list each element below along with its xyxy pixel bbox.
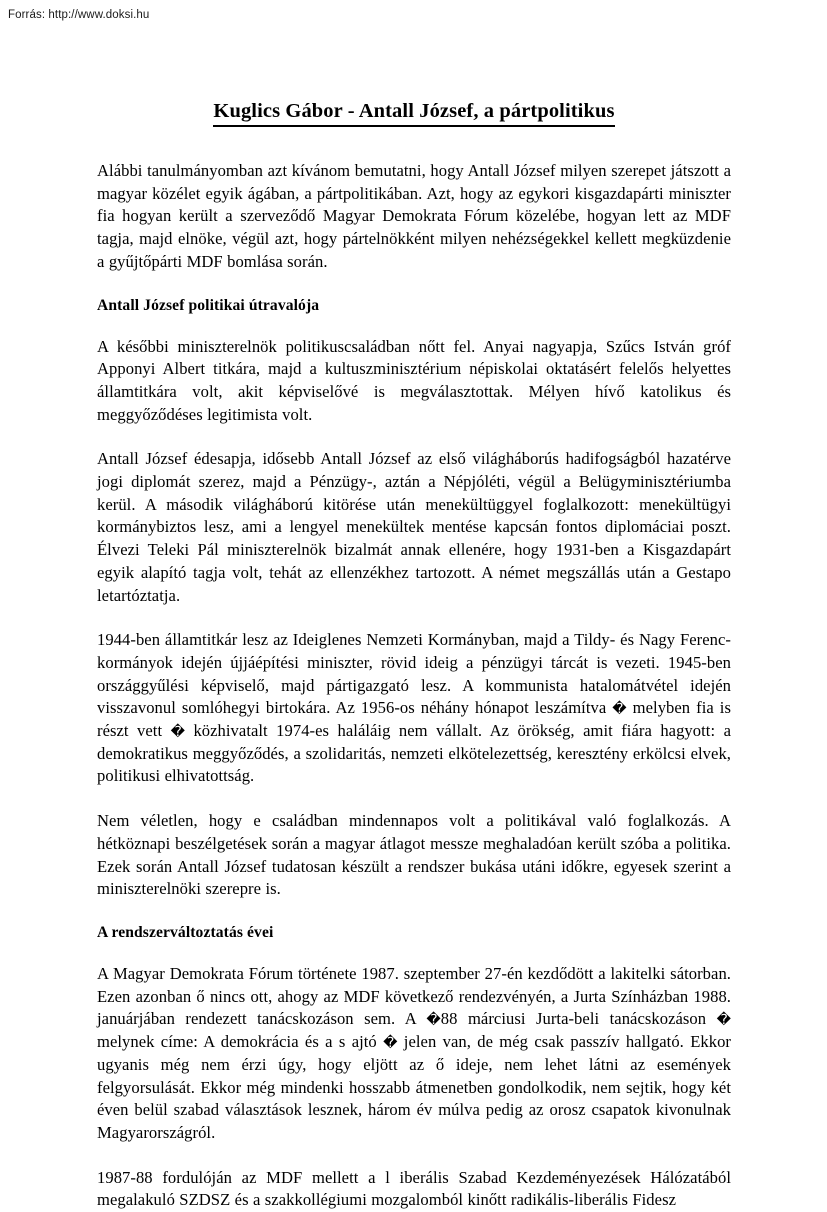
document-page — [97, 0, 731, 1210]
replacement-character-glyph: � — [426, 1012, 441, 1029]
page-title — [97, 98, 731, 127]
paragraph-kesobbi-miniszterelnok: A későbbi miniszterelnök politikuscsaládban nőtt fel. Anyai nagyapja, Szűcs István gróf Apponyi Albert titkára, majd a kultuszminisztérium népiskolai oktatásért felelős helyettes államtitkára volt, akit képviselővé is megválasztottak. Mélyen hívő katolikus és meggyőződéses legitimista volt. — [97, 336, 731, 424]
heading-politikai-utravaloja: Antall József politikai útravalója — [97, 296, 320, 314]
paragraph-1987-88-forduloja: 1987-88 fordulóján az MDF mellett a l iberális Szabad Kezdeményezések Hálózatából megalakuló SZDSZ és a szakkollégiumi mozgalomból kinőtt radikális-liberális Fidesz — [97, 1167, 731, 1210]
heading-rendszervaltoztatas-evei: A rendszerváltoztatás évei — [97, 923, 274, 941]
paragraph-edesapja: Antall József édesapja, idősebb Antall József az első világháborús hadifogságból hazatérve jogi diplomát szerez, majd a Pénzügy-, aztán a Népjóléti, végül a Belügyminisztériumba kerül. A második világháború kitörése után menekültüggyel foglalkozott: menekültügyi kormánybiztos lesz, ami a lengyel menekültek mentése kapcsán fontos diplomáciai poszt. Élvezi Teleki Pál miniszterelnök bizalmát annak ellenére, hogy 1931-ben a Kisgazdapárt egyik alapító tagja volt, tehát az ellenzékhez tartozott. A német megszállás után a Gestapo letartóztatja. — [97, 449, 731, 605]
replacement-character-glyph: � — [170, 724, 185, 741]
document-body — [97, 160, 731, 1212]
replacement-character-glyph: � — [716, 1012, 731, 1029]
paragraph-1944-allamtitkar: 1944-ben államtitkár lesz az Ideiglenes Nemzeti Kormányban, majd a Tildy- és Nagy Ferenc-kormányok idején újjáépítési miniszter, rövid ideig a pénzügyi tárcát is vezeti. 1945-ben országgyűlési képviselő, majd pártigazgató lesz. A kommunista hatalomátvétel idején visszavonul somlóhegyi birtokára. Az 1956-os néhány hónapot leszámítva � melyben fia is részt vett � közhivatalt 1974-es haláláig nem vállalt. Az örökség, amit fiára hagyott: a demokratikus meggyőződés, a szolidaritás, nemzeti elkötelezettség, keresztény erkölcsi elvek, politikusi elhivatottság. — [97, 630, 731, 786]
paragraph-mdf-tortenete: A Magyar Demokrata Fórum története 1987. szeptember 27-én kezdődött a lakitelki sátorban. Ezen azonban ő nincs ott, ahogy az MDF következő rendezvényén, a Jurta Színházban 1988. januárjában rendezett tanácskozáson sem. A �88 márciusi Jurta-beli tanácskozáson � melynek címe: A demokrácia és a s ajtó � jelen van, de még csak passzív hallgató. Ekkor ugyanis még nem érzi úgy, hogy eljött az ő ideje, nem lehet látni az események felgyorsulását. Ekkor még mindenki hosszabb átmenetben gondolkodik, nem sejtik, hogy két éven belül szabad választások lesznek, három év múlva pedig az orosz csapatok kivonulnak Magyarországról. — [97, 963, 731, 1142]
replacement-character-glyph: � — [612, 701, 627, 718]
replacement-character-glyph: � — [383, 1035, 398, 1052]
source-url-header: Forrás: http://www.doksi.hu — [8, 9, 150, 21]
intro-paragraph: Alábbi tanulmányomban azt kívánom bemutatni, hogy Antall József milyen szerepet játszott a magyar közélet egyik ágában, a pártpolitikában. Azt, hogy az egykori kisgazdapárti miniszter fia hogyan került a szerveződő Magyar Demokrata Fórum közelébe, hogyan lett az MDF tagja, majd elnöke, végül azt, hogy pártelnökként milyen nehézségekkel kellett megküzdenie a gyűjtőpárti MDF bomlása során. — [97, 161, 731, 271]
page-title-text: Kuglics Gábor - Antall József, a pártpolitikus — [213, 98, 614, 127]
paragraph-nem-veletlen: Nem véletlen, hogy e családban mindennapos volt a politikával való foglalkozás. A hétköznapi beszélgetések során a magyar átlagot messze meghaladóan került szóba a politika. Ezek során Antall József tudatosan készült a rendszer bukása utáni időkre, egyesek szerint a miniszterelnöki szerepre is. — [97, 811, 731, 899]
